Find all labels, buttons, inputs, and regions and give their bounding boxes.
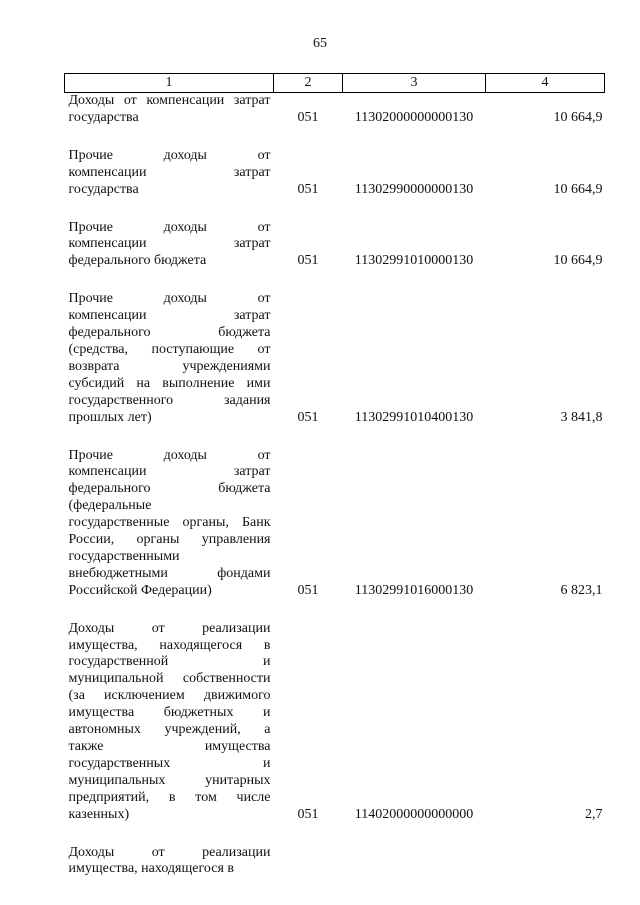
income-name-cell xyxy=(65,845,274,879)
kbk-code-cell: 11402000000000000 xyxy=(354,806,474,822)
kbk-code-cell xyxy=(343,845,486,879)
table-row xyxy=(65,845,605,879)
income-name-line: Прочие доходы от xyxy=(68,219,271,235)
table-header-row xyxy=(65,74,605,93)
table-row xyxy=(65,291,605,426)
kbk-code-cell: 11302000000000130 xyxy=(354,109,474,125)
income-name-line: Доходы от реализации xyxy=(68,620,271,636)
admin-code-cell: 051 xyxy=(297,109,319,125)
kbk-code-cell: 11302991016000130 xyxy=(354,582,474,598)
amount-cell: 10 664,9 xyxy=(553,109,603,125)
income-name-line: государства xyxy=(68,181,139,197)
page-number: 65 xyxy=(313,36,327,51)
income-name-line: субсидий на выполнение ими xyxy=(68,375,271,391)
table-row xyxy=(65,220,605,271)
income-name-line: Доходы от реализации xyxy=(68,844,271,860)
income-name-cell xyxy=(65,291,274,426)
admin-code-cell xyxy=(274,845,343,879)
kbk-code-cell: 11302991010400130 xyxy=(354,409,474,425)
income-name-line: Прочие доходы от xyxy=(68,291,271,307)
amount-cell xyxy=(486,845,605,879)
income-name-line: имущества, находящегося в xyxy=(68,861,234,877)
row-spacer xyxy=(65,127,605,148)
income-name-line: также имущества xyxy=(68,739,271,754)
table-row xyxy=(65,448,605,600)
income-name-cell xyxy=(65,220,274,271)
income-name-cell xyxy=(65,448,274,600)
table-row xyxy=(65,621,605,824)
income-name-line: государственными xyxy=(68,548,180,564)
income-name-line: федерального бюджета xyxy=(68,253,207,269)
amount-cell: 10 664,9 xyxy=(553,181,603,197)
income-name-line: компенсации затрат xyxy=(68,464,271,480)
budget-table xyxy=(64,73,605,878)
admin-code-cell: 051 xyxy=(297,582,319,598)
amount-cell: 2,7 xyxy=(585,806,603,822)
income-name-line: (средства, поступающие от xyxy=(68,341,271,357)
row-spacer xyxy=(65,427,605,448)
income-name-line: государственного задания xyxy=(68,392,271,408)
table-row xyxy=(65,93,605,127)
income-name-line: Доходы от компенсации затрат xyxy=(68,93,271,108)
income-name-cell xyxy=(65,148,274,199)
income-name-line: имущества, находящегося в xyxy=(68,637,271,653)
income-name-line: компенсации затрат xyxy=(68,164,271,180)
income-name-line: возврата учреждениями xyxy=(68,358,271,374)
row-spacer xyxy=(65,270,605,291)
income-name-line: компенсации затрат xyxy=(68,308,271,324)
income-name-line: Российской Федерации) xyxy=(68,582,212,598)
income-name-line: государственной и xyxy=(68,654,271,670)
amount-cell: 10 664,9 xyxy=(553,253,603,269)
row-spacer xyxy=(65,824,605,845)
income-name-line: Прочие доходы от xyxy=(68,147,271,163)
income-name-line: (федеральные xyxy=(68,498,152,514)
income-name-line: казенных) xyxy=(68,806,130,822)
admin-code-cell: 051 xyxy=(297,806,319,822)
amount-cell: 3 841,8 xyxy=(560,409,603,425)
income-name-cell xyxy=(65,93,274,127)
income-name-line: прошлых лет) xyxy=(68,409,152,425)
income-name-line: муниципальной собственности xyxy=(68,671,271,687)
income-name-line: Прочие доходы от xyxy=(68,447,271,463)
row-spacer xyxy=(65,600,605,621)
table-body xyxy=(65,93,605,879)
income-name-line: внебюджетными фондами xyxy=(68,565,271,581)
income-name-line: государства xyxy=(68,109,139,125)
admin-code-cell: 051 xyxy=(297,253,319,269)
income-name-line: автономных учреждений, а xyxy=(68,722,271,738)
income-name-line: имущества бюджетных и xyxy=(68,705,271,721)
column-header-3: 3 xyxy=(343,74,486,93)
column-header-1: 1 xyxy=(65,74,274,93)
row-spacer xyxy=(65,199,605,220)
income-name-line: предприятий, в том числе xyxy=(68,789,271,805)
income-name-line: компенсации затрат xyxy=(68,236,271,252)
admin-code-cell: 051 xyxy=(297,181,319,197)
column-header-2: 2 xyxy=(274,74,343,93)
income-name-line: (за исключением движимого xyxy=(68,688,271,704)
income-name-line: государственные органы, Банк xyxy=(68,515,271,531)
income-name-cell xyxy=(65,621,274,824)
table-row xyxy=(65,148,605,199)
income-name-line: федерального бюджета xyxy=(68,481,271,497)
income-name-line: России, органы управления xyxy=(68,532,271,548)
column-header-4: 4 xyxy=(486,74,605,93)
admin-code-cell: 051 xyxy=(297,409,319,425)
kbk-code-cell: 11302990000000130 xyxy=(354,181,474,197)
income-name-line: федерального бюджета xyxy=(68,325,271,341)
amount-cell: 6 823,1 xyxy=(560,582,603,598)
income-name-line: муниципальных унитарных xyxy=(68,772,271,788)
kbk-code-cell: 11302991010000130 xyxy=(354,253,474,269)
income-name-line: государственных и xyxy=(68,755,271,771)
